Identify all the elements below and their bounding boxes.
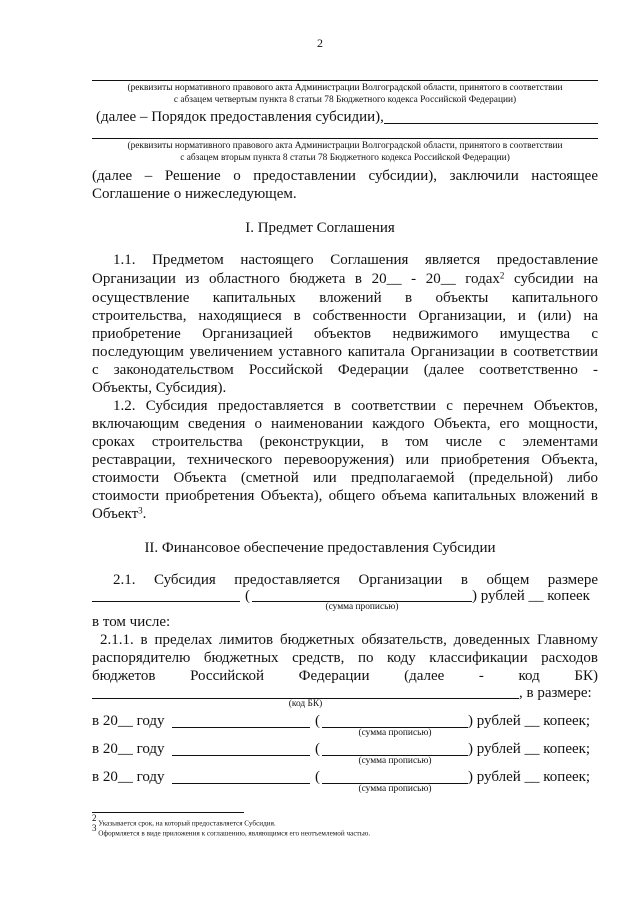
year-row-3-amount-blank (172, 783, 310, 784)
p12-line7-end: . (142, 506, 147, 522)
paragraph-1-1-line-2 (92, 270, 598, 288)
order-label: (далее – Порядок предоставления субсидии), (96, 109, 384, 125)
order-requisites-blank (92, 80, 598, 81)
paragraph-1-1-line-3: осуществление капитальных вложений в объекты капитального (92, 290, 598, 306)
paragraph-2-1-1-line-3: бюджетов Российской Федерации (далее - код БК) (92, 668, 598, 684)
paragraph-2-1-1-line-1: 2.1.1. в пределах лимитов бюджетных обязательств, доведенных Главному (100, 632, 598, 648)
paragraph-1-1-line-6: последующим увеличением уставного капитала Организации в соответствии (92, 344, 598, 360)
footnote-3-mark: 3 (92, 823, 97, 833)
year-row-1-label: в 20__ году (92, 713, 165, 729)
paragraph-1-1-line-5: приобретение Организацией объектов недвижимого имущества с (92, 326, 598, 342)
paragraph-1-2-line-1: 1.2. Субсидия предоставляется в соответствии с перечнем Объектов, (113, 398, 598, 414)
order-requisites-caption-2: с абзацем четвертым пункта 8 статьи 78 Бюджетного кодекса Российской Федерации) (173, 95, 517, 105)
paragraph-1-2-line-5: стоимости Объекта (сметной или предполагаемой (предельной) либо (92, 470, 598, 486)
p12-line7-text: Объект (92, 506, 139, 522)
paragraph-1-1-line-8: Объекты, Субсидия). (92, 380, 227, 396)
in-size-label: , в размере: (519, 685, 592, 701)
footnote-ref-2: 2 (499, 270, 505, 281)
year-row-3-label: в 20__ году (92, 769, 165, 785)
total-amount-open-paren: ( (245, 588, 250, 604)
paragraph-1-1-line-7: с законодательством Российской Федерации (далее соответственно - (92, 362, 598, 378)
footnote-2 (92, 813, 276, 829)
decision-requisites-caption-1: (реквизиты нормативного правового акта Администрации Волгоградской области, принятого в соответствии (127, 141, 563, 151)
year-row-2-rubles: ) рублей __ копеек; (468, 741, 591, 757)
year-row-3-rubles: ) рублей __ копеек; (468, 769, 591, 785)
paragraph-1-2-line-7 (92, 505, 146, 523)
section-1-heading: I. Предмет Соглашения (245, 220, 395, 236)
footnote-separator (92, 812, 244, 813)
kbk-caption: (код БК) (288, 699, 323, 709)
decision-line-1: (далее – Решение о предоставлении субсидии), заключили настоящее (92, 168, 598, 184)
year-row-3-open-paren: ( (315, 769, 320, 785)
decision-requisites-blank (92, 138, 598, 139)
year-row-2-open-paren: ( (315, 741, 320, 757)
year-row-1-amount-blank (172, 727, 310, 728)
total-amount-caption: (сумма прописью) (325, 602, 399, 612)
order-requisites-caption-1: (реквизиты нормативного правового акта Администрации Волгоградской области, принятого в соответствии (127, 83, 563, 93)
p11-line2-text: Организации из областного бюджета в 20__ - 20__ годах (92, 271, 500, 287)
total-amount-blank (92, 601, 240, 602)
page-number: 2 (317, 36, 323, 50)
footnote-3-text: Оформляется в виде приложения к соглашению, являющимся его неотъемлемой частью. (98, 829, 371, 838)
year-row-2-label: в 20__ году (92, 741, 165, 757)
total-amount-rubles: ) рублей __ копеек (472, 588, 590, 604)
year-row-1-open-paren: ( (315, 713, 320, 729)
decision-requisites-caption-2: с абзацем вторым пункта 8 статьи 78 Бюджетного кодекса Российской Федерации) (180, 153, 510, 163)
paragraph-1-2-line-4: реставрации, технического перевооружения) или приобретения Объекта, (92, 452, 598, 468)
paragraph-1-2-line-3: сроках строительства (реконструкции, в том числе с элементами (92, 434, 598, 450)
year-row-1-rubles: ) рублей __ копеек; (468, 713, 591, 729)
paragraph-2-1-1-line-2: распорядителю бюджетных средств, по коду классификации расходов (92, 650, 598, 666)
year-row-3-caption: (сумма прописью) (358, 784, 432, 794)
year-row-2-caption: (сумма прописью) (358, 756, 432, 766)
order-label-blank (384, 123, 598, 124)
section-2-heading: II. Финансовое обеспечение предоставления Субсидии (144, 540, 496, 556)
footnote-2-mark: 2 (92, 813, 97, 823)
p11-line2-tail: субсидии на (513, 271, 599, 287)
paragraph-1-2-line-2: включающим сведения о наименовании каждого Объекта, его мощности, (92, 416, 598, 432)
footnote-2-text: Указывается срок, на который предоставляется Субсидия. (98, 819, 276, 828)
year-row-2-amount-blank (172, 755, 310, 756)
in-that-number-label: в том числе: (92, 614, 171, 630)
year-row-1-caption: (сумма прописью) (358, 728, 432, 738)
paragraph-1-1-line-4: строительства, находящиеся в собственности Организации, и (или) на (92, 308, 598, 324)
decision-line-2: Соглашение о нижеследующем. (92, 186, 297, 202)
paragraph-1-2-line-6: стоимости приобретения Объекта), общего объема капитальных вложений в (92, 488, 598, 504)
paragraph-2-1-line-1: 2.1. Субсидия предоставляется Организации в общем размере (113, 572, 598, 588)
footnote-ref-3: 3 (138, 505, 143, 516)
paragraph-1-1-line-1: 1.1. Предметом настоящего Соглашения является предоставление (113, 252, 598, 268)
